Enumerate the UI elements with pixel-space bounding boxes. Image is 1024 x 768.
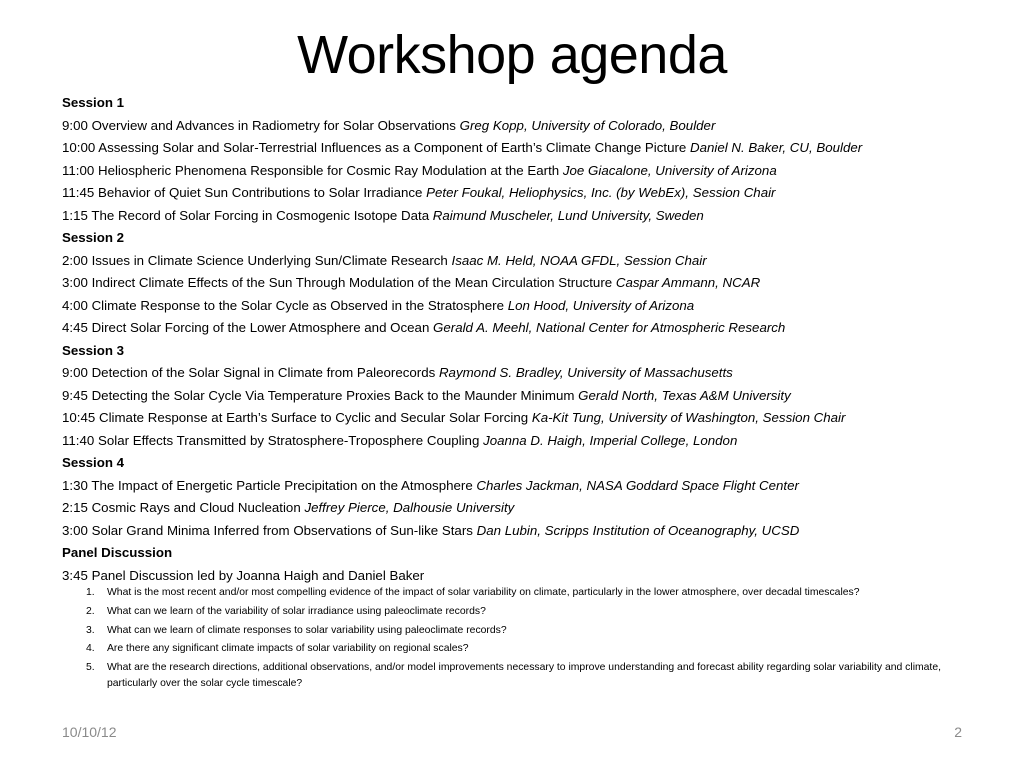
question-number: 3. bbox=[86, 624, 95, 636]
agenda-item bbox=[62, 407, 1002, 430]
panel-heading: Panel Discussion bbox=[62, 545, 173, 560]
panel-question bbox=[86, 641, 976, 657]
panel-questions-list bbox=[86, 585, 976, 693]
question-text: Are there any significant climate impacts of solar variability on regional scales? bbox=[107, 643, 469, 655]
talk-speaker: Gerald A. Meehl, National Center for Atmospheric Research bbox=[433, 320, 786, 335]
slide-title: Workshop agenda bbox=[297, 25, 727, 85]
talk-speaker: Isaac M. Held, NOAA GFDL, Session Chair bbox=[451, 252, 707, 268]
agenda-item bbox=[62, 475, 1002, 498]
footer-date: 10/10/12 bbox=[62, 724, 117, 740]
session-heading: Session 1 bbox=[62, 95, 125, 110]
agenda-item bbox=[62, 430, 1002, 453]
agenda-item bbox=[62, 205, 1002, 228]
question-text: What is the most recent and/or most compelling evidence of the impact of solar variability on climate, particularly in the lower atmosphere, over decadal timescales? bbox=[107, 587, 860, 598]
talk-speaker: Ka-Kit Tung, University of Washington, Session Chair bbox=[531, 410, 846, 425]
agenda-item bbox=[62, 362, 1002, 385]
agenda-item bbox=[62, 182, 1002, 205]
panel-question bbox=[86, 623, 976, 639]
talk-topic: 2:15 Cosmic Rays and Cloud Nucleation bbox=[62, 500, 301, 515]
question-number: 5. bbox=[86, 662, 95, 674]
talk-speaker: Peter Foukal, Heliophysics, Inc. (by WebEx), Session Chair bbox=[426, 185, 776, 200]
panel-question bbox=[86, 604, 976, 620]
agenda-item bbox=[62, 250, 1002, 273]
session-heading: Session 4 bbox=[62, 455, 125, 470]
talk-speaker: Greg Kopp, University of Colorado, Boulder bbox=[459, 117, 716, 133]
session-heading: Session 3 bbox=[62, 342, 125, 358]
talk-topic: 9:45 Detecting the Solar Cycle Via Temperature Proxies Back to the Maunder Minimum bbox=[62, 387, 575, 403]
agenda-item bbox=[62, 317, 1002, 340]
talk-speaker: Raimund Muscheler, Lund University, Sweden bbox=[432, 207, 704, 223]
question-number: 4. bbox=[86, 643, 95, 655]
talk-topic: 11:00 Heliospheric Phenomena Responsible for Cosmic Ray Modulation at the Earth bbox=[62, 162, 560, 178]
panel-question bbox=[86, 660, 976, 693]
talk-speaker: Joe Giacalone, University of Arizona bbox=[562, 162, 777, 178]
talk-topic: 10:00 Assessing Solar and Solar-Terrestrial Influences as a Component of Earth’s Climate Change Picture bbox=[62, 140, 687, 155]
question-number: 1. bbox=[86, 587, 95, 598]
talk-speaker: Lon Hood, University of Arizona bbox=[507, 297, 695, 313]
agenda-item bbox=[62, 295, 1002, 318]
talk-topic: 10:45 Climate Response at Earth’s Surface to Cyclic and Secular Solar Forcing bbox=[62, 410, 529, 425]
talk-topic: 1:30 The Impact of Energetic Particle Precipitation on the Atmosphere bbox=[62, 477, 473, 493]
talk-topic: 11:45 Behavior of Quiet Sun Contributions to Solar Irradiance bbox=[62, 185, 423, 200]
agenda-item bbox=[62, 497, 1002, 520]
talk-speaker: Dan Lubin, Scripps Institution of Oceanography, UCSD bbox=[476, 522, 800, 538]
agenda-item bbox=[62, 272, 1002, 295]
talk-speaker: Raymond S. Bradley, University of Massachusetts bbox=[438, 365, 733, 380]
talk-topic: 9:00 Detection of the Solar Signal in Climate from Paleorecords bbox=[62, 365, 436, 380]
question-number: 2. bbox=[86, 605, 95, 617]
talk-speaker: Gerald North, Texas A&M University bbox=[578, 387, 791, 403]
talk-topic: 1:15 The Record of Solar Forcing in Cosmogenic Isotope Data bbox=[62, 207, 430, 223]
talk-speaker: Jeffrey Pierce, Dalhousie University bbox=[304, 500, 515, 515]
agenda-item bbox=[62, 520, 1002, 543]
talk-speaker: Joanna D. Haigh, Imperial College, London bbox=[483, 432, 738, 448]
agenda-body bbox=[62, 92, 1002, 695]
talk-topic: 2:00 Issues in Climate Science Underlying Sun/Climate Research bbox=[62, 252, 448, 268]
question-text: What are the research directions, additional observations, and/or model improvements necessary to improve understanding and forecast ability regarding solar variability and climate, particularly over the solar cycle timescale? bbox=[107, 662, 941, 690]
agenda-item bbox=[62, 137, 1002, 160]
footer-page-number: 2 bbox=[954, 724, 962, 740]
talk-topic: 3:00 Solar Grand Minima Inferred from Observations of Sun-like Stars bbox=[62, 522, 473, 538]
talk-speaker: Daniel N. Baker, CU, Boulder bbox=[690, 140, 863, 155]
talk-topic: 4:45 Direct Solar Forcing of the Lower Atmosphere and Ocean bbox=[62, 320, 430, 335]
agenda-item bbox=[62, 160, 1002, 183]
question-text: What can we learn of climate responses to solar variability using paleoclimate records? bbox=[107, 624, 507, 636]
talk-topic: 4:00 Climate Response to the Solar Cycle as Observed in the Stratosphere bbox=[62, 297, 504, 313]
talk-speaker: Caspar Ammann, NCAR bbox=[615, 275, 761, 290]
agenda-item bbox=[62, 385, 1002, 408]
talk-topic: 11:40 Solar Effects Transmitted by Stratosphere-Troposphere Coupling bbox=[62, 432, 480, 448]
question-text: What can we learn of the variability of solar irradiance using paleoclimate records? bbox=[107, 605, 486, 617]
panel-line: 3:45 Panel Discussion led by Joanna Haigh and Daniel Baker bbox=[62, 567, 425, 583]
talk-topic: 9:00 Overview and Advances in Radiometry for Solar Observations bbox=[62, 117, 456, 133]
talk-topic: 3:00 Indirect Climate Effects of the Sun Through Modulation of the Mean Circulation Structure bbox=[62, 275, 613, 290]
panel-question bbox=[86, 585, 976, 601]
agenda-item bbox=[62, 115, 1002, 138]
session-heading: Session 2 bbox=[62, 230, 125, 245]
talk-speaker: Charles Jackman, NASA Goddard Space Flight Center bbox=[476, 477, 799, 493]
